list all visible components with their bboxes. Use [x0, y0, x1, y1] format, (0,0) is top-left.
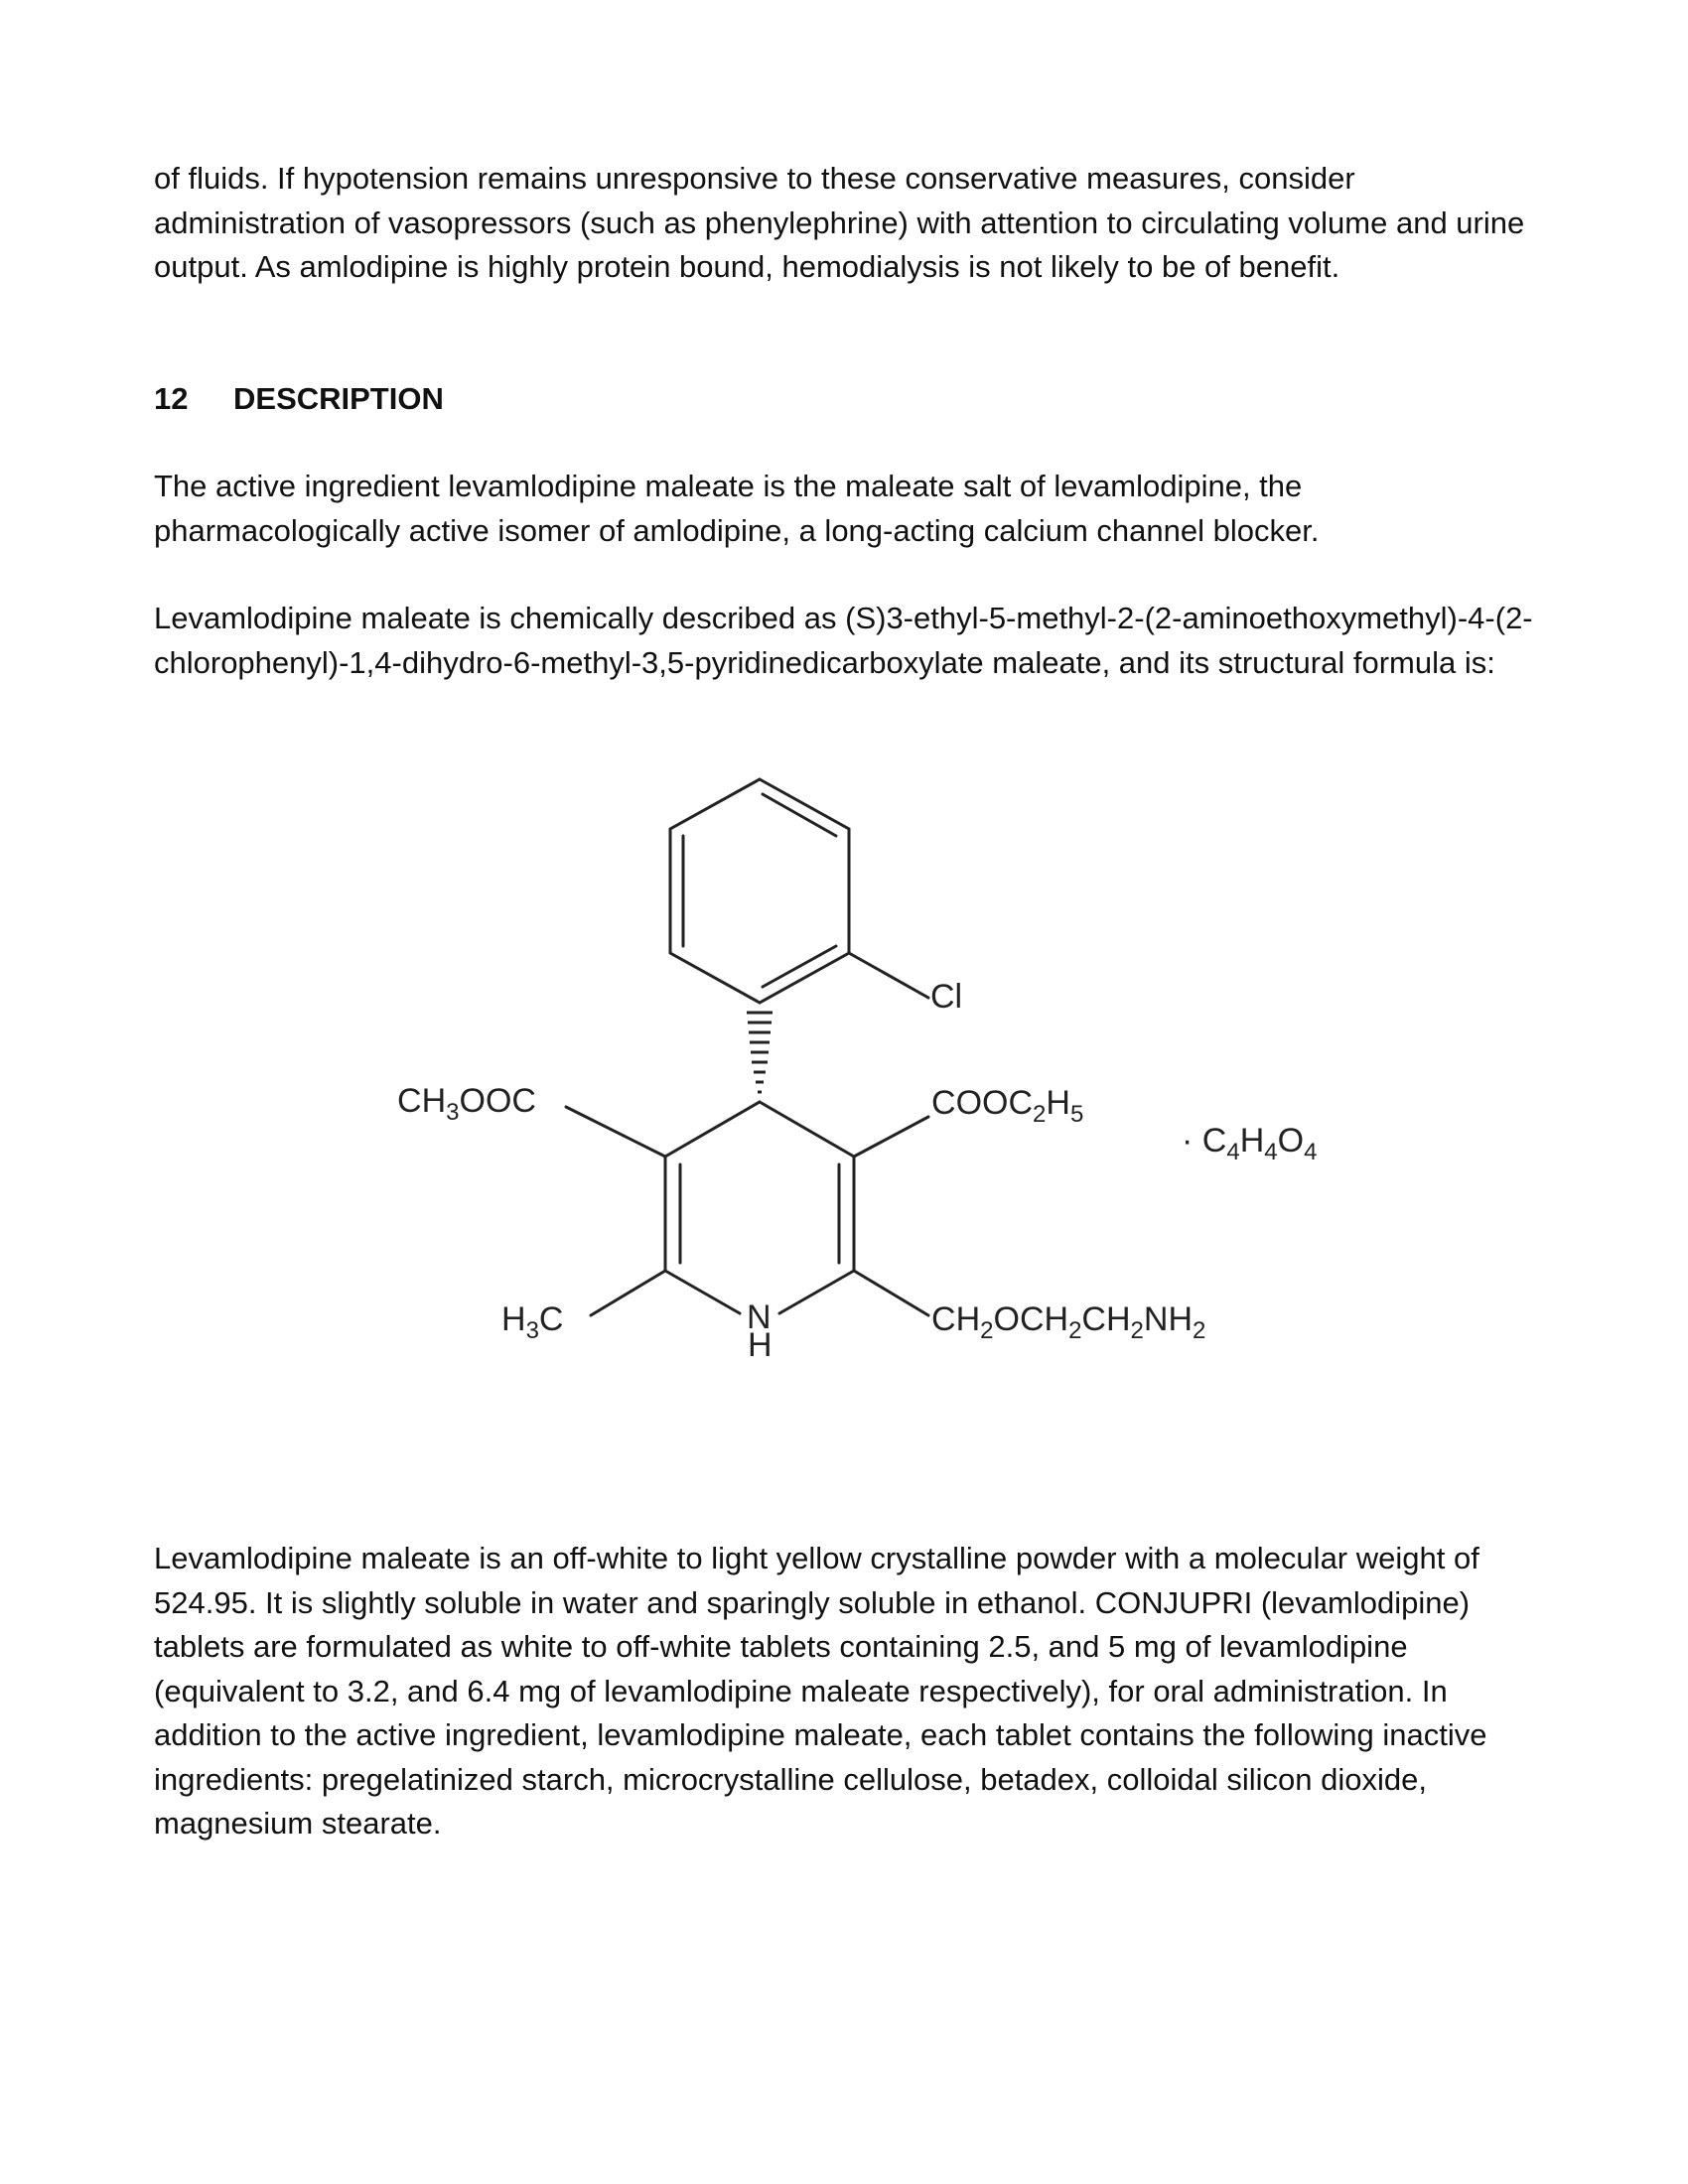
right-ester-bond: [854, 1117, 928, 1157]
nitrogen-label: N: [747, 1298, 772, 1336]
hydrogen-label: H: [748, 1326, 773, 1364]
side-chain-bond: [854, 1271, 928, 1315]
salt-label: · $C_4H_4O_4$: [1182, 1122, 1318, 1165]
chlorine-bond: [849, 953, 928, 998]
left-ester-label: $CH_3OOC$: [397, 1082, 536, 1126]
methyl-bond: [591, 1271, 665, 1315]
stereo-hashed-bond: [747, 1013, 773, 1092]
section-title: DESCRIPTION: [233, 381, 444, 416]
structural-formula: [387, 764, 1380, 1400]
chlorine-label: Cl: [930, 978, 963, 1016]
benzene-ring: [670, 779, 849, 1003]
paragraph-physical-properties: Levamlodipine maleate is an off-white to light yellow crystalline powder with a molecular weight of 524.95. It is slightly soluble in water and sparingly soluble in ethanol. CONJUPRI (levamlodipine) tablets are formulated as white to off-white tablets containing 2.5, and 5 mg of levamlodipine (equivalent to 3.2, and 6.4 mg of levamlodipine maleate respectively), for oral administration. In addition to the active ingredient, levamlodipine maleate, each tablet contains the following inactive ingredients: pregelatinized starch, microcrystalline cellulose, betadex, colloidal silicon dioxide, magnesium stearate.: [154, 1541, 1487, 1841]
methyl-label: $H_3C$: [501, 1300, 564, 1344]
section-heading: [154, 377, 444, 421]
side-chain-label: $CH_2OCH_2CH_2NH_2$: [931, 1300, 1206, 1344]
dihydropyridine-ring: [665, 1102, 854, 1313]
paragraph-overdose-continued: of fluids. If hypotension remains unresponsive to these conservative measures, consider administration of vasopressors (such as phenylephrine) with attention to circulating volume and urine output. As amlodipine is highly protein bound, hemodialysis is not likely to be of benefit.: [154, 161, 1525, 284]
paragraph-chemical-name: Levamlodipine maleate is chemically described as (S)3-ethyl-5-methyl-2-(2-aminoethoxymethyl)-4-(2-chlorophenyl)-1,4-dihydro-6-methyl-3,5-pyridinedicarboxylate maleate, and its structural formula is:: [154, 601, 1533, 680]
right-ester-label: $COOC_2H_5$: [931, 1084, 1084, 1128]
section-number: 12: [154, 381, 189, 416]
left-ester-bond: [566, 1107, 665, 1157]
structural-formula-drawing: [387, 764, 1380, 1400]
paragraph-active-ingredient: The active ingredient levamlodipine maleate is the maleate salt of levamlodipine, the pharmacologically active isomer of amlodipine, a long-acting calcium channel blocker.: [154, 469, 1320, 548]
